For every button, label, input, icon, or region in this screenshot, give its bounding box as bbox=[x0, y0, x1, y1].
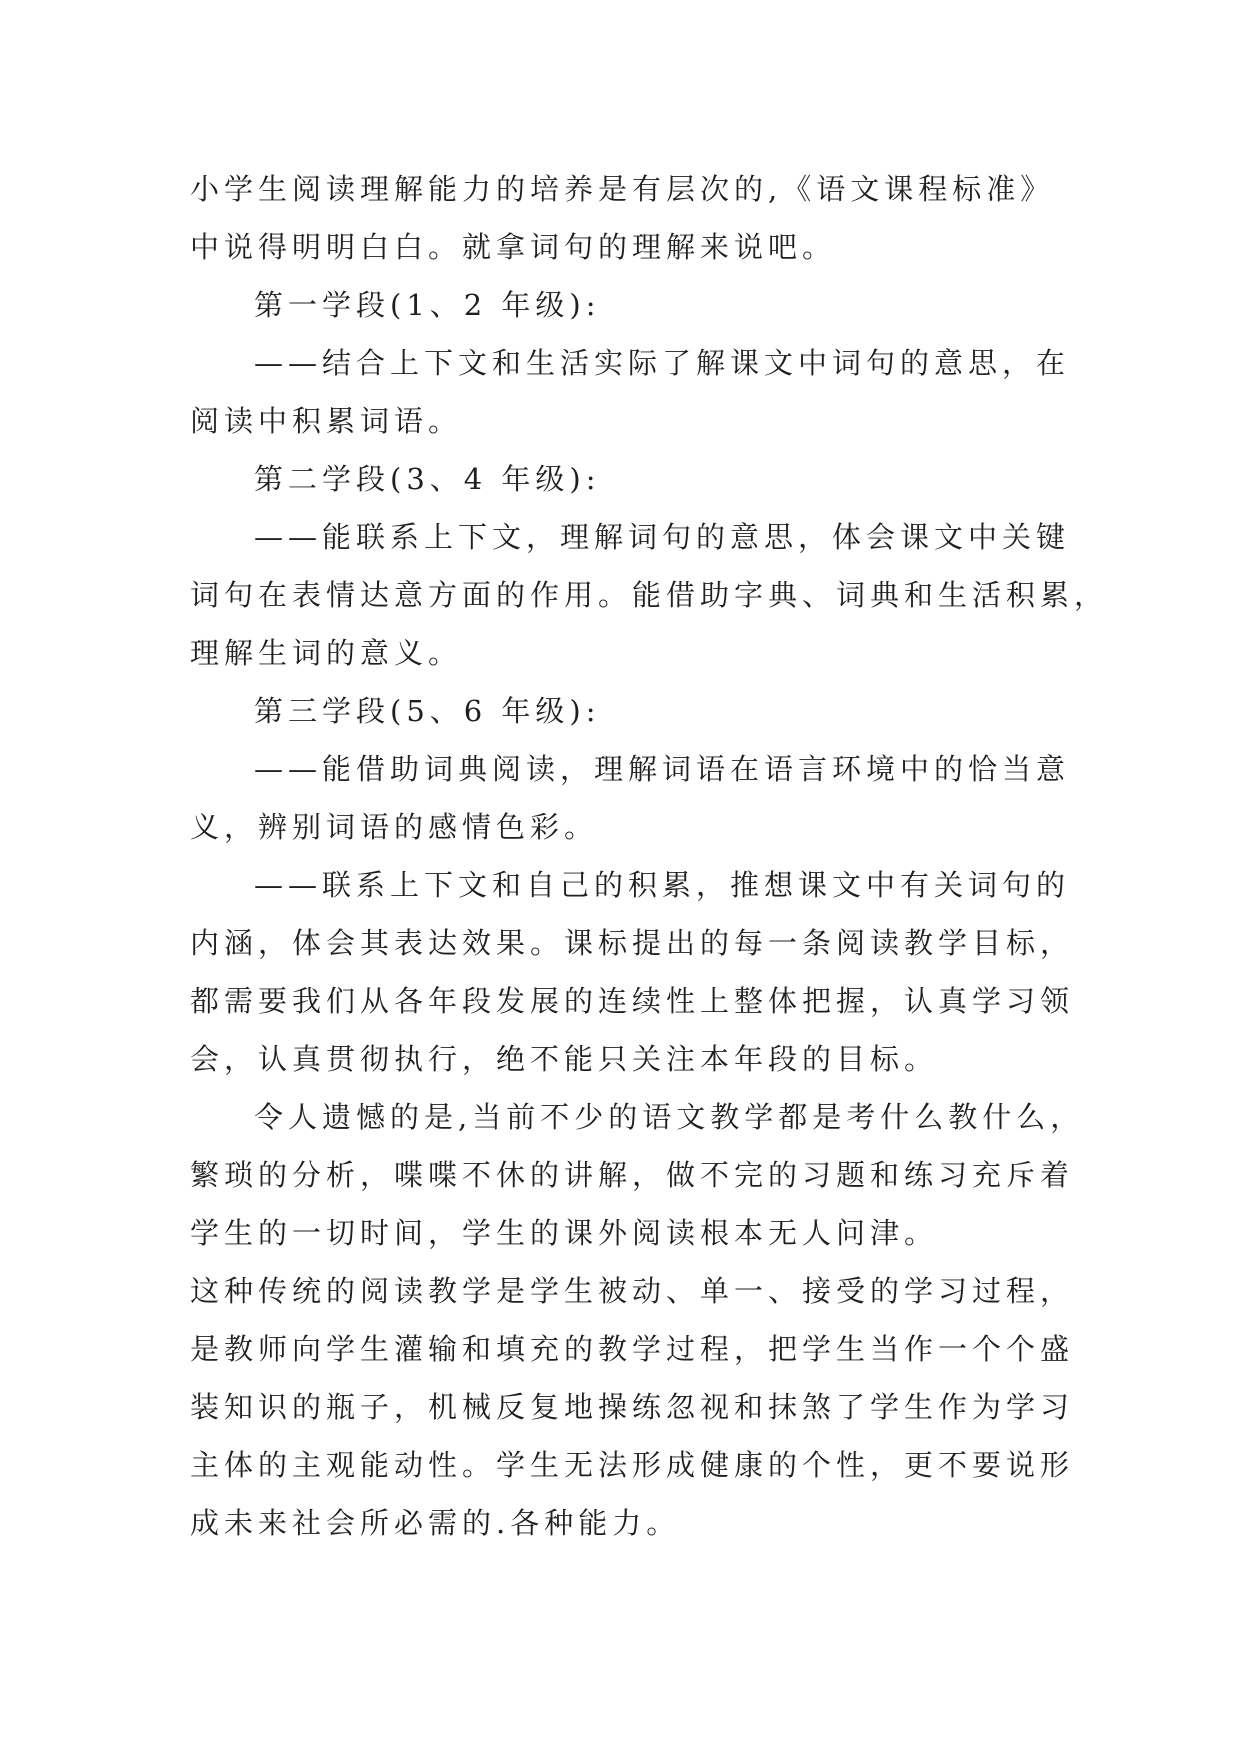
section-heading-stage-2: 第二学段(3、4 年级): bbox=[254, 462, 601, 496]
document-body bbox=[190, 160, 1109, 1552]
text-line: 中说得明明白白。就拿词句的理解来说吧。 bbox=[190, 230, 837, 264]
text-line: 学生的一切时间，学生的课外阅读根本无人问津。 bbox=[190, 1216, 939, 1250]
text-line: 阅读中积累词语。 bbox=[190, 404, 463, 438]
text-line: 小学生阅读理解能力的培养是有层次的,《语文课程标准》 bbox=[190, 172, 1055, 206]
text-line: ——结合上下文和生活实际了解课文中词句的意思，在 bbox=[254, 346, 1071, 380]
text-line: 主体的主观能动性。学生无法形成健康的个性，更不要说形 bbox=[190, 1448, 1075, 1482]
text-line: 理解生词的意义。 bbox=[190, 636, 463, 670]
text-line: 会，认真贯彻执行，绝不能只关注本年段的目标。 bbox=[190, 1042, 939, 1076]
text-line: 义，辨别词语的感情色彩。 bbox=[190, 810, 599, 844]
text-line: 是教师向学生灌输和填充的教学过程，把学生当作一个个盛 bbox=[190, 1332, 1075, 1366]
text-line: 繁琐的分析，喋喋不休的讲解，做不完的习题和练习充斥着 bbox=[190, 1158, 1075, 1192]
text-line: ——能借助词典阅读，理解词语在语言环境中的恰当意 bbox=[254, 752, 1071, 786]
text-line: 成未来社会所必需的.各种能力。 bbox=[190, 1506, 681, 1540]
text-line: 这种传统的阅读教学是学生被动、单一、接受的学习过程， bbox=[190, 1274, 1075, 1308]
text-line: 词句在表情达意方面的作用。能借助字典、词典和生活积累， bbox=[190, 578, 1109, 612]
section-heading-stage-3: 第三学段(5、6 年级): bbox=[254, 694, 601, 728]
text-line: 都需要我们从各年段发展的连续性上整体把握，认真学习领 bbox=[190, 984, 1075, 1018]
text-line: ——能联系上下文，理解词句的意思，体会课文中关键 bbox=[254, 520, 1071, 554]
text-line: 令人遗憾的是,当前不少的语文教学都是考什么教什么， bbox=[254, 1100, 1085, 1134]
text-line: ——联系上下文和自己的积累，推想课文中有关词句的 bbox=[254, 868, 1071, 902]
text-line: 装知识的瓶子，机械反复地操练忽视和抹煞了学生作为学习 bbox=[190, 1390, 1075, 1424]
text-line: 内涵，体会其表达效果。课标提出的每一条阅读教学目标， bbox=[190, 926, 1075, 960]
section-heading-stage-1: 第一学段(1、2 年级): bbox=[254, 288, 601, 322]
